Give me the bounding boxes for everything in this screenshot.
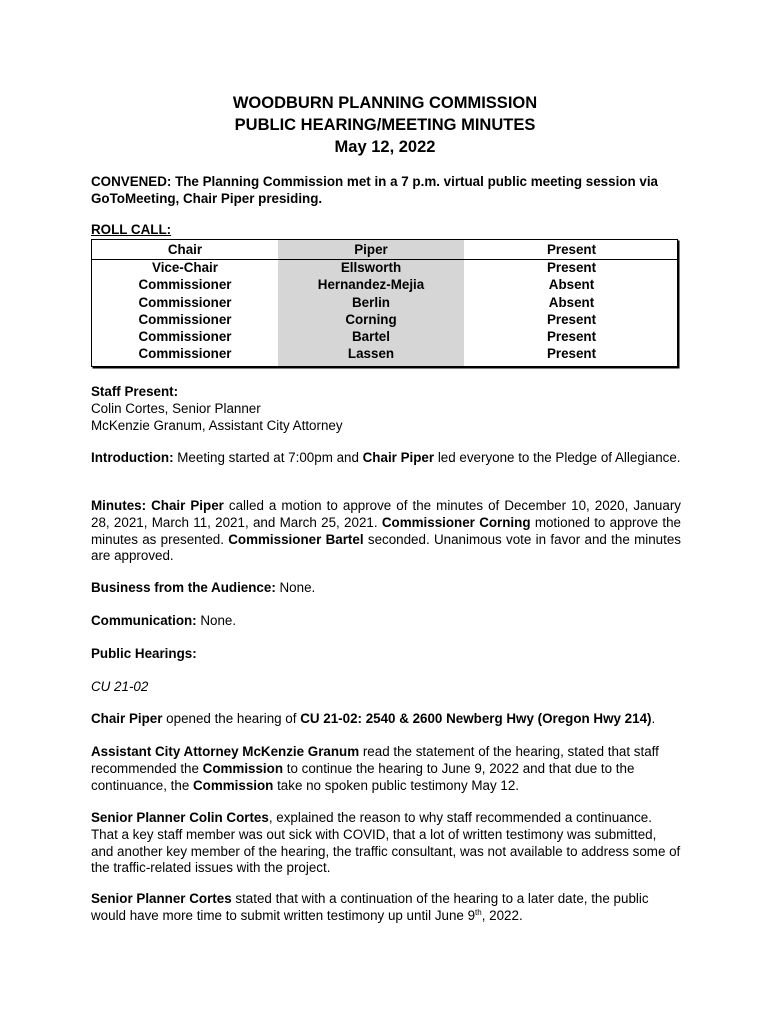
introduction-text: led everyone to the Pledge of Allegiance. [434,450,681,465]
business-value: None. [275,580,316,595]
planner-continuation-paragraph [91,891,681,925]
communication-value: None. [196,613,237,628]
row-status: Present [546,346,597,362]
attorney-text: to continue the hearing to June 9, 2022 and that due to the continuance, the [91,760,635,793]
status-column [464,240,679,363]
staff-member: McKenzie Granum, Assistant City Attorney [91,417,343,433]
org-title: WOODBURN PLANNING COMMISSION [232,94,538,112]
attorney-name: Assistant City Attorney McKenzie Granum [91,744,360,759]
row-title: Commissioner [138,329,232,345]
introduction-paragraph [91,450,681,467]
case-id: CU 21-02 [91,679,149,694]
staff-label: Staff Present: [91,384,179,399]
business-from-audience [91,580,681,597]
planner-text: stated that with a continuation of the hearing to a later date, the public would have more time to submit written testimony up until June 9 [91,891,649,923]
row-title: Commissioner [138,277,232,293]
chair-name: Chair Piper [91,711,163,726]
public-hearings-label: Public Hearings: [91,646,197,661]
row-title: Vice-Chair [152,260,218,275]
header-title: Chair [167,242,203,257]
communication-section [91,613,681,630]
planner-text: , explained the reason to why staff recommended a continuance. That a key staff member was out sick with COVID, that a lot of written testimony was submitted, and another key member of the hearing, the traffic consultant, was not available to address some of the traffic-related issues with the project. [91,810,681,876]
title-column [92,240,278,363]
minutes-text: seconded. Unanimous vote in favor and the minutes are approved. [91,531,681,564]
row-status: Present [546,260,597,275]
row-title: Commissioner [138,346,232,362]
commission-term: Commission [193,777,274,793]
row-status: Absent [548,277,595,293]
row-name: Corning [345,311,397,327]
row-name: Berlin [352,294,390,310]
planner-text: , 2022. [481,907,523,923]
ordinal-suffix: th [475,907,482,917]
minutes-text: called a motion to approve of the minutes of December 10, 2020, January 28, 2021, March 11, 2021, and March 25, 2021. [91,498,681,530]
planner-name: Senior Planner Cortes [91,891,232,906]
minutes-paragraph [91,498,681,565]
doc-title: PUBLIC HEARING/MEETING MINUTES [234,116,536,134]
header-status: Present [546,242,597,257]
minutes-text: motioned to approve the minutes as presented. [91,514,681,547]
staff-present-section [91,384,681,434]
row-status: Present [546,329,597,345]
planner-name: Senior Planner Colin Cortes [91,810,269,825]
meeting-date: May 12, 2022 [334,138,436,156]
convened-statement [91,174,681,208]
roll-call-table [91,239,678,367]
opened-text: opened the hearing of [162,711,301,726]
header-name: Piper [354,242,388,257]
planner-explanation-paragraph [91,810,681,877]
chair-name: Chair Piper [151,498,224,513]
business-label: Business from the Audience: [91,580,276,595]
introduction-label: Introduction: [91,450,174,465]
attorney-text: take no spoken public testimony May 12. [273,777,519,793]
chair-name: Chair Piper [362,450,435,465]
attorney-text: read the statement of the hearing, stated that staff recommended the [91,744,659,776]
row-title: Commissioner [138,294,232,310]
name-column [278,240,464,363]
row-status: Absent [548,294,595,310]
row-name: Bartel [352,329,390,345]
attorney-paragraph [91,744,681,794]
row-status: Present [546,311,597,327]
row-name: Lassen [347,346,395,362]
row-name: Ellsworth [340,260,402,275]
opened-text: . [651,711,656,726]
roll-call-label: ROLL CALL: [91,222,172,237]
convened-line-1: CONVENED: The Planning Commission met in a 7 p.m. virtual public meeting session via [91,174,658,189]
minutes-label: Minutes: [91,498,147,513]
commissioner-name: Commissioner Bartel [228,531,364,547]
convened-line-2: GoToMeeting, Chair Piper presiding. [91,190,323,206]
commission-term: Commission [202,760,284,776]
case-title: CU 21-02: 2540 & 2600 Newberg Hwy (Oregon Hwy 214) [300,711,652,726]
communication-label: Communication: [91,613,197,628]
introduction-text: Meeting started at 7:00pm and [173,450,363,465]
row-name: Hernandez-Mejia [317,277,425,293]
staff-member: Colin Cortes, Senior Planner [91,400,261,416]
row-title: Commissioner [138,311,232,327]
hearing-opened-paragraph [91,711,681,728]
commissioner-name: Commissioner Corning [381,514,531,530]
